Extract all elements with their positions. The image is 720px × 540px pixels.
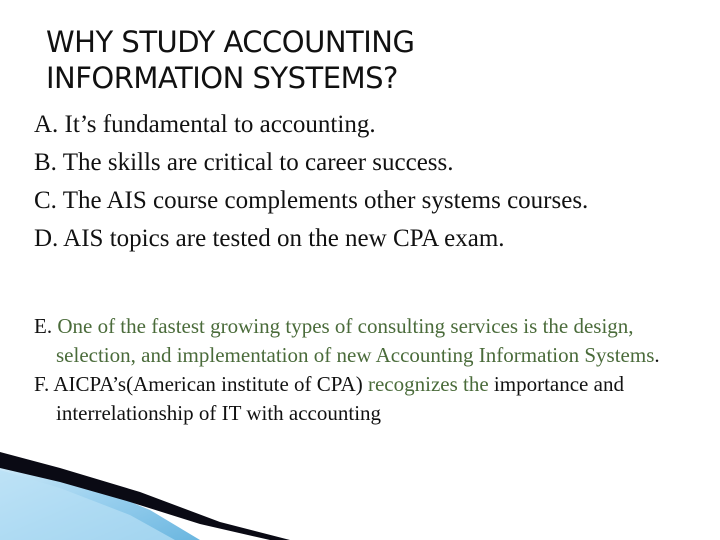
list-item-f-part-2: recognizes the [367, 372, 494, 396]
list-item-f-part-3: importance and interrelationship of IT with accounting [56, 372, 624, 425]
slide-title-line-1: WHY STUDY ACCOUNTING [46, 25, 415, 59]
list-item-a: A. It’s fundamental to accounting. [34, 111, 376, 138]
slide-title-line-2: INFORMATION SYSTEMS? [46, 61, 398, 95]
list-item-d: D. AIS topics are tested on the new CPA exam. [34, 225, 505, 252]
list-item-e-period: . [654, 343, 660, 367]
list-item-b: B. The skills are critical to career success. [34, 149, 454, 176]
list-item-e-text: One of the fastest growing types of consulting services is the design, selection, and implementation of new Accounting Information Systems [56, 314, 655, 367]
list-item-e-prefix: E. [34, 314, 58, 338]
list-item-c: C. The AIS course complements other systems courses. [34, 187, 589, 214]
list-item-f-part-1: F. AICPA’s(American institute of CPA) [34, 372, 368, 396]
